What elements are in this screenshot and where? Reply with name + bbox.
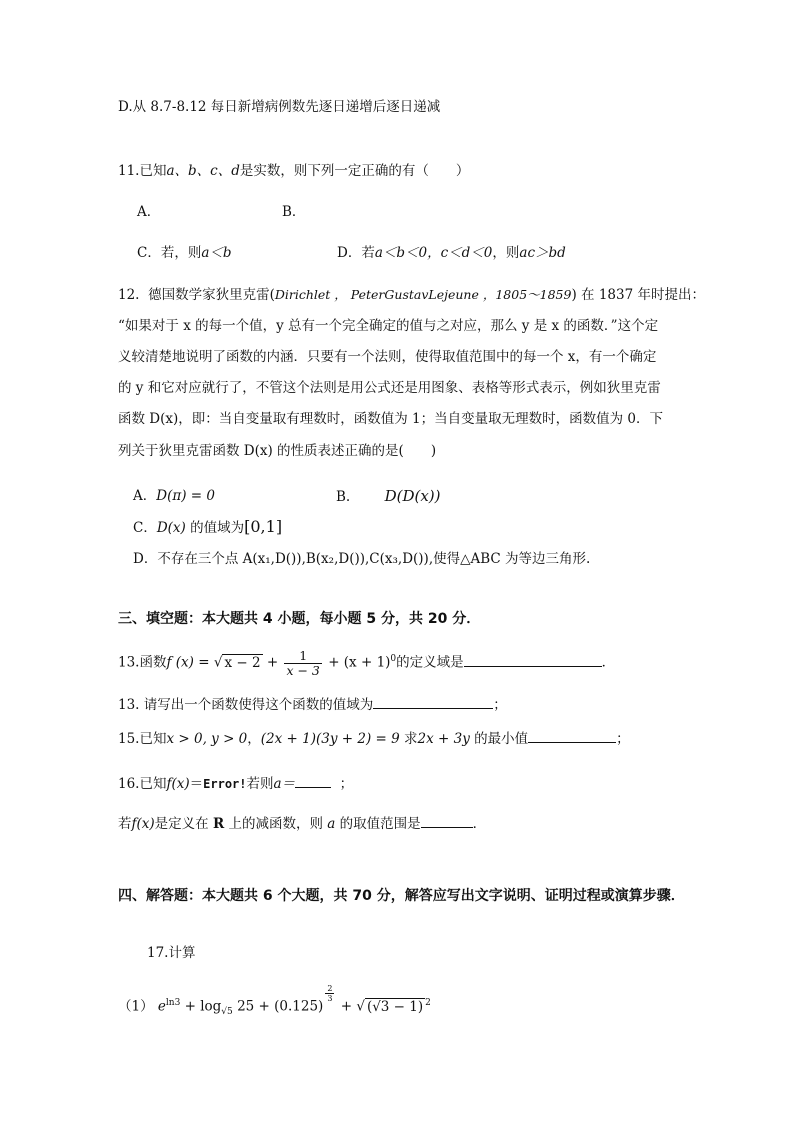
q10-option-d: D.从 8.7-8.12 每日新增病例数先逐日递增后逐日递减 [118,99,441,115]
answer-blank[interactable] [295,773,331,788]
q12-option-b: B. D(D(x)) [336,487,441,505]
q11-option-a: A． [137,204,161,220]
q13-range: 13. 请写出一个函数使得这个函数的值域为 ； [118,694,507,715]
q11-option-d: D．若a＜b＜0，c＜d＜0，则ac＞bd [337,245,566,261]
q12-option-c: C．D(x) 的值域为[0,1] [133,517,283,536]
q11-stem: 11.已知a、b、c、d是实数，则下列一定正确的有（ ） [118,163,470,179]
q12-line-5: 函数 D(x)，即：当自变量取有理数时，函数值为 1；当自变量取无理数时，函数值为 0．下 [118,411,664,427]
answer-blank[interactable] [373,694,493,709]
q12-line-2: “如果对于 x 的每一个值，y 总有一个完全确定的值与之对应，那么 y 是 x 的函数．”这个定 [118,318,659,334]
q11-vars: a、b、c、d [166,163,240,179]
q12-option-a: A．D(π) = 0 [133,488,215,504]
q12-option-d: D．不存在三个点 A(x₁,D()),B(x₂,D()),C(x₃,D()),使得△ABC 为等边三角形. [133,551,591,567]
q12-line-6: 列关于狄里克雷函数 D(x) 的性质表述正确的是( ) [118,443,437,459]
answer-blank[interactable] [464,652,602,667]
q11-option-b: B． [282,204,306,220]
q12-line-3: 义较清楚地说明了函数的内涵．只要有一个法则，使得取值范围中的每一个 x，有一个确定 [118,349,657,365]
answer-blank[interactable] [421,813,473,828]
section-3-heading: 三、填空题：本大题共 4 小题，每小题 5 分，共 20 分． [118,611,481,627]
q13-function-domain: 13.函数f (x) = √ x − 2 + $\frac{1}{x - 3}$ + $(x + 1)^0$的定义域是 ． [118,647,616,678]
q15: 15.已知x > 0, y > 0，(2x + 1)(3y + 2) = 9 求2x + 3y 的最小值 ； [118,728,630,749]
q16-line-2: 若f(x)是定义在 R 上的减函数，则 a 的取值范围是 ． [118,813,486,834]
section-4-heading: 四、解答题：本大题共 6 个大题，共 70 分，解答应写出文字说明、证明过程或演算步骤． [118,888,685,904]
q12-line-1: 12. 德国数学家狄里克雷(Dirichlet ， PeterGustavLejeune ，1805～1859) 在 1837 年时提出： [118,287,705,303]
exponent-fraction: 2 3 [327,984,333,1003]
fraction: $\frac{1}{x - 3}$ [286,647,320,678]
q12-line-4: 的 y 和它对应就行了，不管这个法则是用公式还是用图象、表格等形式表示，例如狄里克雷 [118,380,661,396]
answer-blank[interactable] [528,728,616,743]
q17-part-1: （1） $e^{ln3} + \log_{√5} 25 + (0.125)$ $^{\frac{2}{3}}$ + √ (√3 − 1) $^2$ [118,984,431,1018]
q16-line-1: 16.已知f(x)＝Error!若则a＝ ； [118,773,353,794]
q11-option-c: C．若，则a＜b [137,245,232,261]
q17-title: 17.计算 [147,945,196,961]
